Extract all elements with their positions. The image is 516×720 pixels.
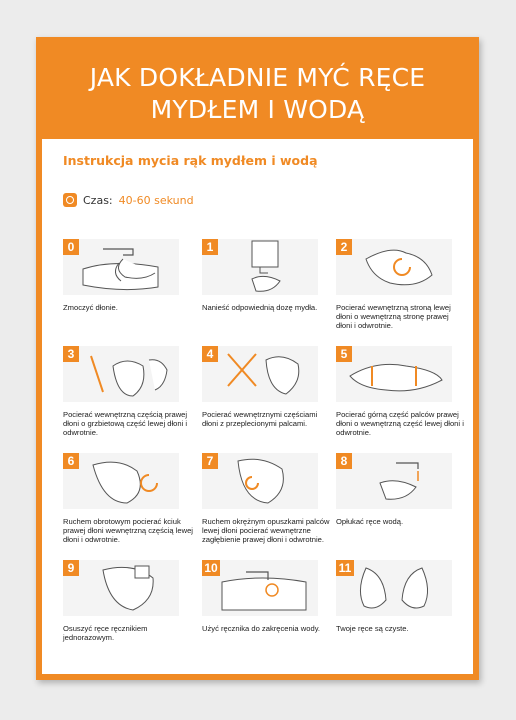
step-number: 5 <box>336 346 352 362</box>
step-illustration <box>336 239 452 295</box>
step-number: 2 <box>336 239 352 255</box>
thumb-rotation-icon <box>63 453 179 509</box>
rinse-hands-icon <box>336 453 452 509</box>
poster <box>36 37 479 680</box>
step-description: Pocierać wewnętrzną stroną lewej dłoni o wewnętrzną stronę prawej dłoni i odwrotnie. <box>336 303 451 330</box>
step-description: Nanieść odpowiednią dozę mydła. <box>202 303 318 312</box>
step-number: 1 <box>202 239 218 255</box>
step-description: Pocierać wewnętrzną częścią prawej dłoni o grzbietową część lewej dłoni i odwrotnie. <box>63 410 188 437</box>
title-line-2: MYDŁEM I WODĄ <box>150 95 365 124</box>
header-banner <box>42 43 473 139</box>
step-illustration <box>202 453 318 509</box>
interlaced-fingers-icon <box>202 346 318 402</box>
subtitle: Instrukcja mycia rąk mydłem i wodą <box>63 153 318 168</box>
time-value: 40-60 sekund <box>118 193 194 207</box>
step-number: 11 <box>336 560 354 576</box>
step-illustration <box>202 239 318 295</box>
step-illustration <box>63 560 179 616</box>
step-description: Użyć ręcznika do zakręcenia wody. <box>202 624 321 633</box>
palm-to-palm-icon <box>336 239 452 295</box>
step-number: 9 <box>63 560 79 576</box>
back-of-hand-icon <box>63 346 179 402</box>
clock-icon <box>63 193 77 207</box>
step-number: 7 <box>202 453 218 469</box>
time-row <box>63 191 194 209</box>
step-number: 10 <box>202 560 220 576</box>
step-illustration <box>63 346 179 402</box>
step-illustration <box>63 453 179 509</box>
step-description: Ruchem obrotowym pocierać kciuk prawej dłoni wewnętrzną częścią lewej dłoni i odwrotnie. <box>63 517 193 544</box>
step-illustration <box>63 239 179 295</box>
step-description: Ruchem okrężnym opuszkami palców lewej dłoni pocierać wewnętrzne zagłębienie prawej dłoni i odwrotnie. <box>202 517 330 544</box>
interlocked-fingers-icon <box>336 346 452 402</box>
step-description: Zmoczyć dłonie. <box>63 303 118 312</box>
step-illustration <box>336 453 452 509</box>
step-description: Twoje ręce są czyste. <box>336 624 409 633</box>
time-label: Czas: <box>83 193 113 207</box>
step-description: Osuszyć ręce ręcznikiem jednorazowym. <box>63 624 148 642</box>
step-description: Opłukać ręce wodą. <box>336 517 404 526</box>
step-number: 3 <box>63 346 79 362</box>
step-illustration <box>336 346 452 402</box>
faucet-wet-hands-icon <box>63 239 179 295</box>
fingertips-in-palm-icon <box>202 453 318 509</box>
step-number: 0 <box>63 239 79 255</box>
towel-dry-icon <box>63 560 179 616</box>
soap-dispenser-icon <box>202 239 318 295</box>
step-illustration <box>202 346 318 402</box>
step-number: 6 <box>63 453 79 469</box>
step-description: Pocierać górną część palców prawej dłoni o wewnętrzną część lewej dłoni i odwrotnie. <box>336 410 464 437</box>
step-number: 8 <box>336 453 352 469</box>
title-line-1: JAK DOKŁADNIE MYĆ RĘCE <box>89 63 426 92</box>
step-description: Pocierać wewnętrznymi częściami dłoni z przeplecionymi palcami. <box>202 410 318 428</box>
step-number: 4 <box>202 346 218 362</box>
